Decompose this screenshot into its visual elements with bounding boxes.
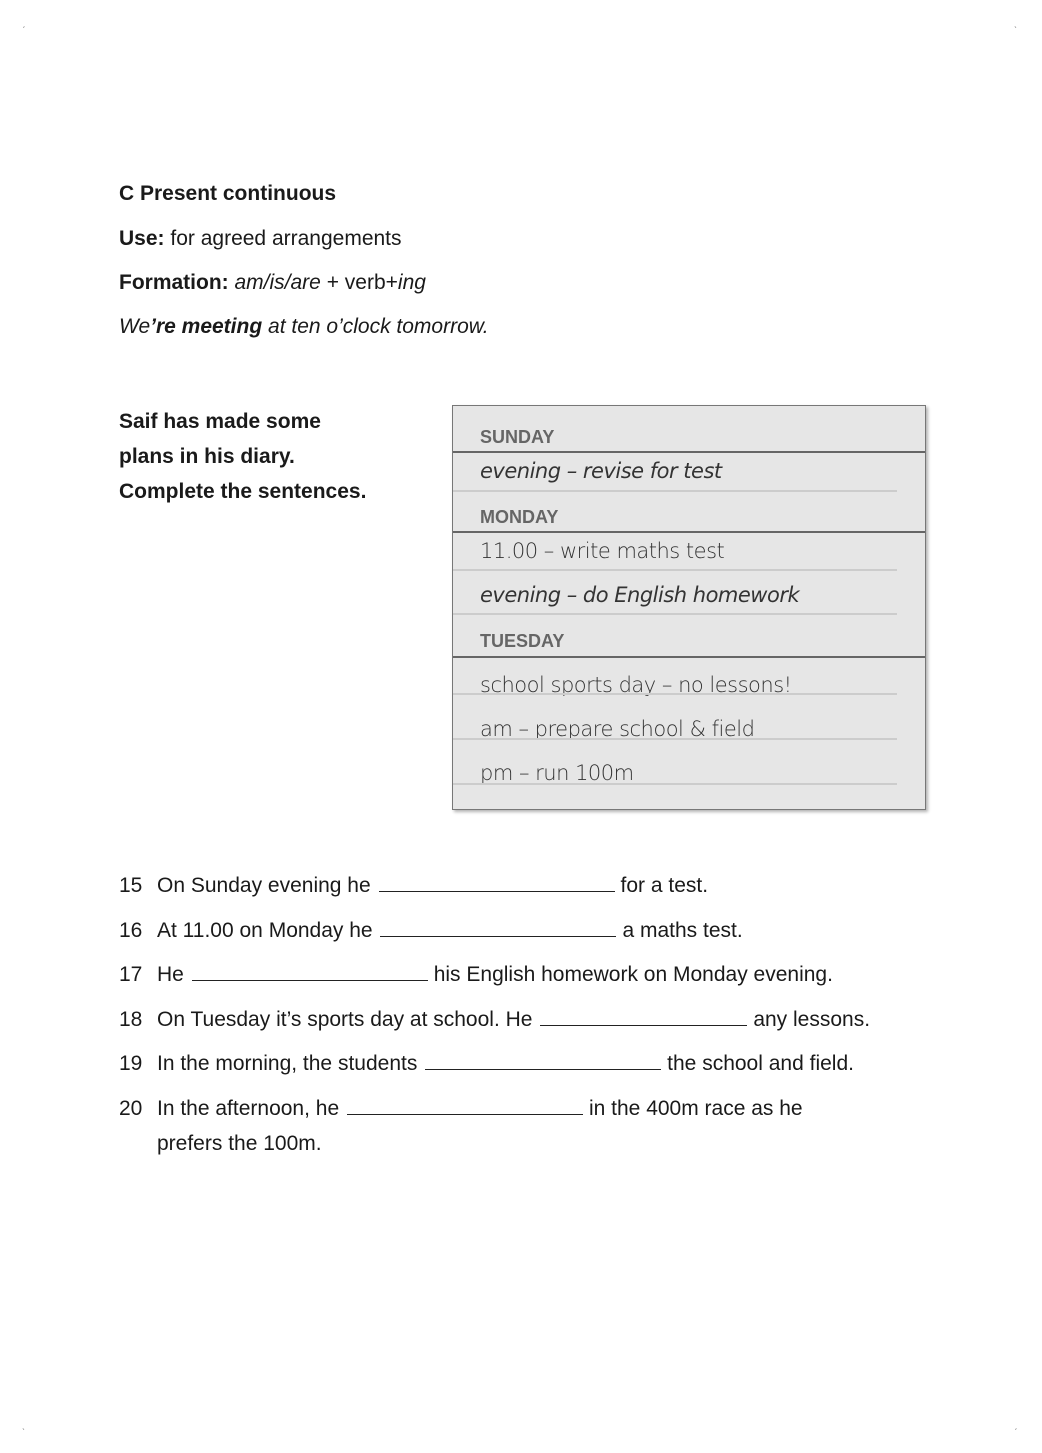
rule-line [453,490,897,492]
diary-day-tuesday: TUESDAY [480,631,565,651]
question-number: 15 [119,874,143,897]
diary-entry: evening – revise for test [480,459,722,483]
instruction-line: Saif has made some [119,410,321,433]
diary-entry: pm – run 100m [480,761,634,785]
section-title: C Present continuous [119,182,337,205]
diary-day-sunday: SUNDAY [480,427,555,447]
question-text: He [157,963,184,986]
instructions [119,404,366,509]
diary-entry: 11.00 – write maths test [480,539,725,563]
diary-day-monday: MONDAY [480,507,559,527]
answer-blank[interactable] [192,979,428,981]
crop-mark: ˎ [1014,18,1018,29]
diary-entry: evening – do English homework [480,583,800,607]
answer-blank[interactable] [540,1024,747,1026]
formation-forms: am/is/are [234,271,321,294]
instruction-line: Complete the sentences. [119,480,367,503]
answer-blank[interactable] [347,1113,583,1115]
question-18 [119,1008,870,1032]
question-number: 16 [119,919,143,942]
question-15 [119,874,708,898]
answer-blank[interactable] [380,935,616,937]
question-text: for a test. [620,874,709,897]
question-number: 17 [119,963,143,986]
diary [452,405,926,810]
crop-mark: ˏ [22,18,26,29]
question-text: On Tuesday it’s sports day at school. He [157,1008,533,1031]
answer-blank[interactable] [425,1068,661,1070]
divider [453,656,925,658]
question-text: in the 400m race as he [588,1097,803,1120]
crop-mark: ˎ [22,1420,26,1431]
question-20-continuation: prefers the 100m. [157,1132,322,1155]
question-text: On Sunday evening he [157,874,371,897]
divider [453,531,925,533]
diary-entry: school sports day – no lessons! [480,673,792,697]
question-number: 19 [119,1052,143,1075]
rule-line [453,613,897,615]
question-text: a maths test. [622,919,743,942]
example-bold: ’re meeting [150,315,263,338]
question-20 [119,1097,803,1121]
question-text: the school and field. [667,1052,854,1075]
example-sentence [119,315,489,339]
divider [453,451,925,453]
question-text: any lessons. [753,1008,871,1031]
question-19 [119,1052,854,1076]
rule-line [453,738,897,740]
question-text: In the morning, the students [157,1052,418,1075]
rule-line [453,693,897,695]
question-16 [119,919,743,943]
rule-line [453,783,897,785]
question-text: In the afternoon, he [157,1097,340,1120]
use-label: Use: [119,227,165,250]
question-text: At 11.00 on Monday he [157,919,373,942]
question-number: 18 [119,1008,143,1031]
question-text: his English homework on Monday evening. [433,963,833,986]
use-line [119,227,402,251]
rule-line [453,569,897,571]
answer-blank[interactable] [379,890,615,892]
use-text: for agreed arrangements [170,227,402,250]
example-rest: at ten o’clock tomorrow. [268,315,489,338]
question-17 [119,963,833,987]
diary-entry: am – prepare school & field [480,717,755,741]
instruction-line: plans in his diary. [119,445,295,468]
question-number: 20 [119,1097,143,1120]
formation-ing: ing [397,271,426,294]
formation-label: Formation: [119,271,229,294]
formation-line [119,271,426,295]
formation-plus: + verb+ [326,271,398,294]
example-we: We [119,315,151,338]
crop-mark: ˏ [1014,1420,1018,1431]
